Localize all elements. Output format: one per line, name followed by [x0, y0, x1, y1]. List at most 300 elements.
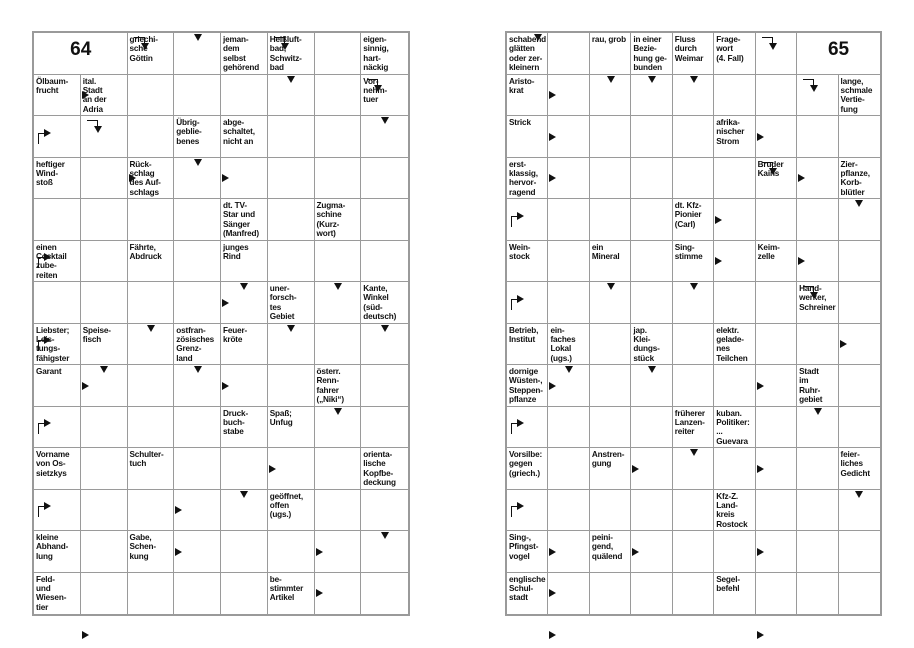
clue-cell	[34, 75, 81, 117]
arrow-right-icon	[316, 589, 323, 597]
arrow-right-icon	[82, 91, 89, 99]
arrow-right-icon	[632, 465, 639, 473]
clue-text: Druck- buch- stabe	[223, 408, 249, 437]
clue-cell	[714, 324, 755, 366]
answer-cell[interactable]	[714, 75, 755, 117]
clue-text: Schulter- tuch	[129, 450, 164, 469]
answer-cell[interactable]	[221, 531, 268, 573]
clue-text: kleine Abhand- lung	[36, 533, 69, 561]
arrow-right-icon	[44, 253, 51, 261]
arrow-down-icon	[690, 449, 698, 456]
answer-cell[interactable]	[797, 116, 838, 158]
clue-text: jeman- dem selbst gehörend	[223, 35, 260, 73]
clue-text: Zier- pflanze, Korb- blütler	[840, 159, 870, 197]
answer-cell[interactable]	[631, 407, 672, 449]
answer-cell[interactable]	[128, 199, 175, 241]
clue-text: dornige Wüsten-, Steppen- pflanze	[509, 367, 543, 405]
answer-cell[interactable]	[714, 158, 755, 200]
clue-cell	[714, 490, 755, 532]
clue-text: erst- klassig, hervor- ragend	[509, 159, 538, 197]
answer-cell[interactable]	[590, 199, 631, 241]
clue-cell	[315, 365, 362, 407]
answer-cell[interactable]	[174, 75, 221, 117]
clue-text: Feld- und Wiesen- tier	[36, 574, 67, 612]
clue-cell	[128, 531, 175, 573]
clue-text: Sing-, Pfingst- vogel	[509, 533, 539, 561]
clue-text: lange, schmale Vertie- fung	[840, 76, 873, 114]
clue-text: österr. Renn- fahrer („Niki“)	[316, 367, 344, 405]
arrow-right-icon	[517, 295, 524, 303]
clue-text: heftiger Wind- stoß	[36, 159, 65, 188]
answer-cell[interactable]	[174, 573, 221, 615]
clue-cell	[507, 573, 548, 615]
clue-text: geöffnet, offen (ugs.)	[269, 491, 303, 520]
answer-cell[interactable]	[128, 407, 175, 449]
answer-cell[interactable]	[797, 573, 838, 615]
arrow-down-icon	[281, 43, 289, 50]
answer-cell[interactable]	[839, 282, 880, 324]
clue-cell	[756, 241, 797, 283]
arrow-right-icon	[222, 174, 229, 182]
clue-text: Stadt im Ruhr- gebiet	[799, 367, 823, 405]
arrow-down-icon	[287, 325, 295, 332]
answer-cell[interactable]	[81, 407, 128, 449]
clue-text: Garant	[36, 367, 62, 376]
answer-cell[interactable]	[268, 158, 315, 200]
clue-text: ein- faches Lokal (ugs.)	[550, 325, 576, 363]
clue-cell	[673, 241, 714, 283]
answer-cell[interactable]	[797, 531, 838, 573]
crossword-grid	[505, 31, 882, 616]
arrow-right-icon	[798, 257, 805, 265]
arrow-down-icon	[814, 408, 822, 415]
answer-cell[interactable]	[590, 324, 631, 366]
answer-cell[interactable]	[128, 365, 175, 407]
clue-text: peini- gend, quälend	[591, 533, 623, 561]
clue-text: Gabe, Schen- kung	[129, 533, 156, 561]
clue-text: Fluss durch Weimar	[674, 35, 704, 63]
clue-cell	[221, 199, 268, 241]
clue-cell	[268, 573, 315, 615]
answer-cell[interactable]	[631, 158, 672, 200]
clue-cell	[590, 241, 631, 283]
answer-cell[interactable]	[631, 116, 672, 158]
clue-text: ital. Stadt an der Adria	[82, 76, 107, 114]
answer-cell[interactable]	[631, 199, 672, 241]
clue-cell	[797, 365, 838, 407]
answer-cell[interactable]	[315, 116, 362, 158]
clue-text: ein Mineral	[591, 242, 620, 261]
answer-cell[interactable]	[590, 158, 631, 200]
arrow-down-icon	[855, 200, 863, 207]
arrow-right-icon	[44, 129, 51, 137]
answer-cell[interactable]	[548, 282, 589, 324]
clue-text: Strick	[509, 118, 531, 127]
answer-cell[interactable]	[268, 531, 315, 573]
answer-cell[interactable]	[174, 282, 221, 324]
clue-cell	[507, 158, 548, 200]
answer-cell[interactable]	[315, 75, 362, 117]
answer-cell[interactable]	[361, 407, 408, 449]
arrow-right-icon	[517, 502, 524, 510]
arrow-right-icon	[269, 465, 276, 473]
clue-cell	[221, 407, 268, 449]
clue-cell	[714, 33, 755, 75]
answer-cell[interactable]	[361, 365, 408, 407]
arrow-right-icon	[175, 548, 182, 556]
arrow-right-icon	[517, 419, 524, 427]
answer-cell[interactable]	[631, 282, 672, 324]
clue-text: Kfz-Z. Land- kreis Rostock	[716, 491, 748, 529]
clue-cell	[221, 33, 268, 75]
arrow-down-icon	[607, 76, 615, 83]
arrow-right-icon	[175, 506, 182, 514]
answer-cell[interactable]	[268, 241, 315, 283]
arrow-right-icon	[129, 174, 136, 182]
clue-text: Liebster; Leis- tungs- fähigster	[36, 325, 70, 363]
clue-cell	[507, 241, 548, 283]
clue-cell	[714, 573, 755, 615]
clue-text: Betrieb, Institut	[509, 325, 539, 344]
clue-cell	[590, 33, 631, 75]
answer-cell[interactable]	[590, 490, 631, 532]
clue-cell	[714, 116, 755, 158]
arrow-down-icon	[194, 159, 202, 166]
clue-cell	[361, 282, 408, 324]
clue-text: Rück- schlag des Auf- schlags	[129, 159, 161, 197]
clue-cell	[34, 158, 81, 200]
clue-text: Fährte, Abdruck	[129, 242, 162, 261]
clue-text: Bruder Kains	[757, 159, 784, 178]
answer-cell[interactable]	[797, 448, 838, 490]
clue-cell	[839, 158, 880, 200]
arrow-right-icon	[82, 382, 89, 390]
clue-cell	[507, 75, 548, 117]
arrow-right-icon	[757, 382, 764, 390]
answer-cell[interactable]	[315, 33, 362, 75]
answer-cell[interactable]	[839, 407, 880, 449]
clue-text: Vor- nehm- tuer	[363, 76, 388, 105]
arrow-right-icon	[840, 340, 847, 348]
answer-cell[interactable]	[174, 407, 221, 449]
clue-text: Ölbaum- frucht	[36, 76, 69, 95]
arrow-down-icon	[194, 366, 202, 373]
arrow-down-icon	[381, 532, 389, 539]
arrow-right-icon	[757, 133, 764, 141]
answer-cell[interactable]	[315, 448, 362, 490]
clue-text: Zugma- schine (Kurz- wort)	[316, 201, 346, 239]
answer-cell[interactable]	[673, 324, 714, 366]
answer-cell[interactable]	[673, 158, 714, 200]
answer-cell[interactable]	[128, 490, 175, 532]
arrow-down-icon	[94, 126, 102, 133]
answer-cell[interactable]	[361, 490, 408, 532]
arrow-right-icon	[549, 548, 556, 556]
clue-cell	[34, 448, 81, 490]
arrow-down-icon	[100, 366, 108, 373]
arrow-right-icon	[316, 548, 323, 556]
clue-text: dt. TV- Star und Sänger (Manfred)	[223, 201, 259, 239]
answer-cell[interactable]	[81, 490, 128, 532]
clue-cell	[174, 324, 221, 366]
arrow-down-icon	[381, 117, 389, 124]
arrow-down-icon	[648, 366, 656, 373]
arrow-down-icon	[147, 325, 155, 332]
clue-cell	[221, 241, 268, 283]
arrow-down-icon	[810, 292, 818, 299]
answer-cell[interactable]	[268, 116, 315, 158]
clue-text: in einer Bezie- hung ge- bunden	[633, 35, 667, 73]
answer-cell[interactable]	[839, 531, 880, 573]
clue-cell	[268, 407, 315, 449]
arrow-down-icon	[534, 34, 542, 41]
clue-text: griechi- sche Göttin	[129, 35, 158, 63]
answer-cell[interactable]	[756, 75, 797, 117]
arrow-right-icon	[549, 382, 556, 390]
arrow-down-icon	[769, 43, 777, 50]
answer-cell[interactable]	[756, 199, 797, 241]
arrow-down-icon	[855, 491, 863, 498]
answer-cell[interactable]	[756, 407, 797, 449]
answer-cell[interactable]	[839, 573, 880, 615]
clue-text: Keim- zelle	[757, 242, 780, 261]
answer-cell[interactable]	[315, 241, 362, 283]
arrow-right-icon	[715, 257, 722, 265]
arrow-down-icon	[381, 325, 389, 332]
answer-cell[interactable]	[34, 282, 81, 324]
answer-cell[interactable]	[590, 573, 631, 615]
answer-cell[interactable]	[797, 490, 838, 532]
clue-text: kuban. Politiker: ... Guevara	[716, 408, 750, 446]
arrow-right-icon	[44, 419, 51, 427]
arrow-right-icon	[82, 631, 89, 639]
clue-text: eigen- sinnig, hart- näckig	[363, 35, 389, 73]
arrow-right-icon	[44, 502, 51, 510]
clue-cell	[714, 407, 755, 449]
answer-cell[interactable]	[128, 282, 175, 324]
answer-cell[interactable]	[756, 324, 797, 366]
answer-cell[interactable]	[714, 531, 755, 573]
arrow-down-icon	[287, 76, 295, 83]
arrow-down-icon	[374, 85, 382, 92]
clue-cell	[507, 448, 548, 490]
answer-cell[interactable]	[756, 282, 797, 324]
clue-text: Feuer- kröte	[223, 325, 248, 344]
arrow-right-icon	[549, 631, 556, 639]
clue-cell	[507, 365, 548, 407]
arrow-down-icon	[240, 283, 248, 290]
answer-cell[interactable]	[268, 365, 315, 407]
arrow-down-icon	[690, 76, 698, 83]
clue-text: ostfran- zösisches Grenz- land	[176, 325, 215, 363]
page-number: 65	[827, 39, 850, 60]
arrow-right-icon	[798, 174, 805, 182]
answer-cell[interactable]	[714, 282, 755, 324]
answer-cell[interactable]	[81, 531, 128, 573]
answer-cell[interactable]	[631, 490, 672, 532]
clue-cell	[590, 448, 631, 490]
answer-cell[interactable]	[128, 116, 175, 158]
answer-cell[interactable]	[631, 573, 672, 615]
arrow-right-icon	[222, 299, 229, 307]
clue-text: Vorsilbe: gegen (griech.)	[509, 450, 543, 478]
clue-cell	[839, 448, 880, 490]
answer-cell[interactable]	[548, 241, 589, 283]
answer-cell[interactable]	[548, 199, 589, 241]
clue-text: afrika- nischer Strom	[716, 118, 745, 146]
clue-text: Anstren- gung	[591, 450, 625, 469]
arrow-down-icon	[810, 85, 818, 92]
arrow-down-icon	[194, 34, 202, 41]
answer-cell[interactable]	[797, 324, 838, 366]
clue-text: englische Schul- stadt	[509, 574, 546, 603]
clue-text: rau, grob	[591, 35, 627, 44]
answer-cell[interactable]	[590, 365, 631, 407]
answer-cell[interactable]	[128, 573, 175, 615]
arrow-down-icon	[648, 76, 656, 83]
arrow-down-icon	[690, 283, 698, 290]
answer-cell[interactable]	[81, 282, 128, 324]
answer-cell[interactable]	[548, 448, 589, 490]
arrow-right-icon	[757, 548, 764, 556]
answer-cell[interactable]	[673, 365, 714, 407]
arrow-right-icon	[517, 212, 524, 220]
answer-cell[interactable]	[174, 448, 221, 490]
answer-cell[interactable]	[174, 241, 221, 283]
answer-cell[interactable]	[714, 448, 755, 490]
answer-cell[interactable]	[221, 448, 268, 490]
clue-cell	[590, 531, 631, 573]
arrow-down-icon	[334, 408, 342, 415]
answer-cell[interactable]	[714, 365, 755, 407]
clue-text: Sing- stimme	[674, 242, 703, 261]
answer-cell[interactable]	[81, 199, 128, 241]
answer-cell[interactable]	[839, 241, 880, 283]
clue-cell	[221, 116, 268, 158]
arrow-down-icon	[565, 366, 573, 373]
clue-cell	[631, 33, 672, 75]
clue-cell	[268, 490, 315, 532]
clue-cell	[361, 33, 408, 75]
arrow-right-icon	[715, 216, 722, 224]
answer-cell[interactable]	[81, 158, 128, 200]
answer-cell[interactable]	[673, 116, 714, 158]
arrow-right-icon	[549, 91, 556, 99]
answer-cell[interactable]	[548, 490, 589, 532]
clue-text: Übrig- geblie- benes	[176, 118, 202, 146]
answer-cell[interactable]	[315, 490, 362, 532]
arrow-down-icon	[240, 491, 248, 498]
clue-cell	[315, 199, 362, 241]
arrow-right-icon	[549, 174, 556, 182]
clue-text: uner- forsch- tes Gebiet	[269, 284, 297, 322]
answer-cell[interactable]	[221, 573, 268, 615]
clue-text: abge- schaltet, nicht an	[223, 118, 255, 146]
answer-cell[interactable]	[361, 573, 408, 615]
clue-cell	[34, 365, 81, 407]
clue-text: Wein- stock	[509, 242, 531, 261]
answer-cell[interactable]	[361, 241, 408, 283]
answer-cell[interactable]	[673, 531, 714, 573]
answer-cell[interactable]	[797, 199, 838, 241]
clue-cell	[507, 324, 548, 366]
clue-cell	[673, 407, 714, 449]
clue-text: feier- liches Gedicht	[840, 450, 870, 478]
clue-text: Hand- werker, Schreiner	[799, 284, 836, 312]
answer-cell[interactable]	[81, 448, 128, 490]
clue-cell	[221, 324, 268, 366]
answer-cell[interactable]	[315, 158, 362, 200]
clue-text: be- stimmter Artikel	[269, 574, 304, 603]
answer-cell[interactable]	[361, 158, 408, 200]
clue-cell	[128, 448, 175, 490]
page-number: 64	[70, 39, 92, 60]
answer-cell[interactable]	[81, 241, 128, 283]
clue-cell	[81, 324, 128, 366]
clue-cell	[548, 324, 589, 366]
arrow-right-icon	[549, 133, 556, 141]
answer-cell[interactable]	[839, 116, 880, 158]
clue-text: Segel- befehl	[716, 574, 740, 593]
answer-cell[interactable]	[361, 199, 408, 241]
arrow-down-icon	[141, 43, 149, 50]
answer-cell[interactable]	[839, 365, 880, 407]
clue-cell	[34, 531, 81, 573]
answer-cell[interactable]	[221, 75, 268, 117]
clue-text: Frage- wort (4. Fall)	[716, 35, 744, 63]
answer-cell[interactable]	[548, 33, 589, 75]
answer-cell[interactable]	[590, 116, 631, 158]
clue-cell	[268, 282, 315, 324]
arrow-right-icon	[757, 465, 764, 473]
crossword-grid	[32, 31, 410, 616]
answer-cell[interactable]	[81, 573, 128, 615]
clue-text: junges Rind	[223, 242, 249, 261]
clue-text: orienta- lische Kopfbe- deckung	[363, 450, 396, 488]
clue-text: elektr. gelade- nes Teilchen	[716, 325, 748, 363]
answer-cell[interactable]	[268, 199, 315, 241]
arrow-right-icon	[222, 382, 229, 390]
clue-text: dt. Kfz- Pionier (Carl)	[674, 201, 702, 229]
arrow-down-icon	[769, 168, 777, 175]
answer-cell[interactable]	[548, 407, 589, 449]
answer-cell[interactable]	[128, 75, 175, 117]
clue-text: Kante, Winkel (süd- deutsch)	[363, 284, 397, 322]
answer-cell[interactable]	[673, 490, 714, 532]
clue-cell	[128, 241, 175, 283]
arrow-right-icon	[757, 631, 764, 639]
answer-cell[interactable]	[673, 573, 714, 615]
clue-cell	[174, 116, 221, 158]
clue-cell	[673, 199, 714, 241]
answer-cell[interactable]	[631, 241, 672, 283]
answer-cell[interactable]	[756, 490, 797, 532]
clue-cell	[673, 33, 714, 75]
answer-cell[interactable]	[34, 199, 81, 241]
arrow-down-icon	[607, 283, 615, 290]
clue-text: früherer Lanzen- reiter	[674, 408, 705, 437]
clue-cell	[507, 116, 548, 158]
answer-cell[interactable]	[590, 407, 631, 449]
clue-text: Heißluft- bad, Schwitz- bad	[269, 35, 302, 73]
answer-cell[interactable]	[315, 324, 362, 366]
answer-cell[interactable]	[174, 199, 221, 241]
clue-cell	[361, 448, 408, 490]
clue-cell	[631, 324, 672, 366]
clue-text: einen Cocktail zube- reiten	[36, 242, 67, 280]
answer-cell[interactable]	[756, 573, 797, 615]
arrow-right-icon	[632, 548, 639, 556]
